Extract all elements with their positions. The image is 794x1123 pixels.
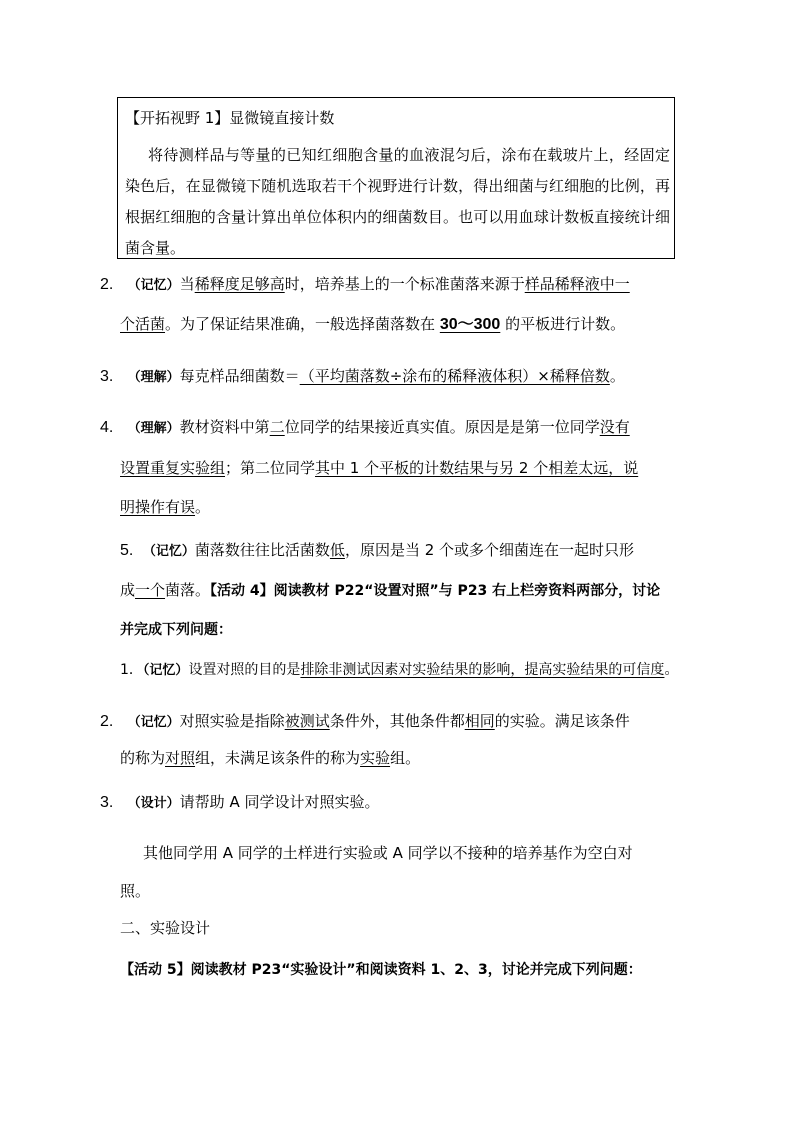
answer-blank: 对照 <box>165 749 196 767</box>
question-number: 5. <box>120 542 134 559</box>
activity-4-heading: 【活动 4】阅读教材 P22“设置对照”与 P23 右上栏旁资料两部分，讨论 <box>210 583 661 599</box>
question-number: 3. <box>100 794 114 811</box>
answer-blank: 设置重复实验组 <box>120 459 226 477</box>
activity-4-question-1: 1．（记忆）设置对照的目的是排除非测试因素对实验结果的影响，提高实验结果的可信度。 <box>120 662 679 678</box>
question-5-line-1: 5. （记忆）菌落数往往比活菌数低，原因是当 2 个或多个细菌连在一起时只形 <box>120 541 635 559</box>
question-3: 3. （理解）每克样品细菌数＝（平均菌落数÷涂布的稀释液体积）×稀释倍数。 <box>100 367 625 385</box>
activity-4-heading-line-2: 并完成下列问题： <box>120 622 232 638</box>
question-4-line-3: 明操作有误。 <box>120 498 211 516</box>
question-tag: （记忆） <box>142 544 195 559</box>
question-tag: （理解） <box>127 421 180 436</box>
question-2-line-2: 个活菌。为了保证结果准确，一般选择菌落数在 30～300 的平板进行计数。 <box>120 315 626 333</box>
question-5-line-2: 成一个菌落。【活动 4】阅读教材 P22“设置对照”与 P23 右上栏旁资料两部分，讨论 <box>120 581 661 599</box>
answer-line-2: 照。 <box>120 882 151 900</box>
activity-4-question-3: 3. （设计）请帮助 A 同学设计对照实验。 <box>100 793 380 811</box>
question-tag: （理解） <box>127 370 180 385</box>
answer-blank: 二 <box>269 418 285 436</box>
answer-blank: 相同 <box>464 712 495 730</box>
question-tag: （记忆） <box>127 715 180 730</box>
question-tag: （记忆） <box>127 278 180 293</box>
question-number: 2. <box>100 276 114 293</box>
activity-4-question-2-line-2: 的称为对照组，未满足该条件的称为实验组。 <box>120 749 421 767</box>
answer-blank: 样品稀释液中一 <box>524 275 630 293</box>
section-heading: 二、实验设计 <box>120 919 211 937</box>
question-tag: （设计） <box>127 796 180 811</box>
answer-blank: 其中 1 个平板的计数结果与另 2 个相差太远，说 <box>315 459 639 477</box>
answer-blank: 30～300 <box>439 316 501 333</box>
answer-line-1: 其他同学用 A 同学的土样进行实验或 A 同学以不接种的培养基作为空白对 <box>143 844 633 862</box>
question-4-line-2: 设置重复实验组；第二位同学其中 1 个平板的计数结果与另 2 个相差太远，说 <box>120 459 639 477</box>
activity-5-heading: 【活动 5】阅读教材 P23“实验设计”和阅读资料 1、2、3，讨论并完成下列问题： <box>120 962 642 978</box>
answer-blank: 稀释度足够高 <box>194 275 285 293</box>
question-number: 2. <box>100 713 114 730</box>
answer-blank: （平均菌落数÷涂布的稀释液体积）×稀释倍数 <box>299 367 610 385</box>
answer-blank: 没有 <box>599 418 630 436</box>
question-number: 4. <box>100 419 114 436</box>
question-4-line-1: 4. （理解）教材资料中第二位同学的结果接近真实值。原因是是第一位同学没有 <box>100 418 630 436</box>
question-number: 3. <box>100 368 114 385</box>
question-tag: （记忆） <box>142 663 189 678</box>
info-box-title: 【开拓视野 1】显微镜直接计数 <box>125 109 335 127</box>
question-number: 1． <box>120 662 143 678</box>
answer-blank: 低 <box>329 541 345 559</box>
answer-blank: 被测试 <box>284 712 330 730</box>
answer-blank: 一个 <box>135 581 166 599</box>
answer-blank: 明操作有误 <box>120 498 196 516</box>
activity-4-question-2-line-1: 2. （记忆）对照实验是指除被测试条件外，其他条件都相同的实验。满足该条件 <box>100 712 630 730</box>
answer-blank: 个活菌 <box>120 315 166 333</box>
info-box <box>117 97 675 259</box>
question-2-line-1: 2. （记忆）当稀释度足够高时，培养基上的一个标准菌落来源于样品稀释液中一 <box>100 275 630 293</box>
info-box-paragraph: 将待测样品与等量的已知红细胞含量的血液混匀后，涂布在载玻片上，经固定染色后，在显微镜下随机选取若干个视野进行计数，得出细菌与红细胞的比例，再根据红细胞的含量计算出单位体积内的细菌数目。也可以用血球计数板直接统计细菌含量。 <box>125 146 670 257</box>
answer-blank: 实验 <box>360 749 391 767</box>
answer-blank: 排除非测试因素对实验结果的影响，提高实验结果的可信度 <box>300 662 665 678</box>
